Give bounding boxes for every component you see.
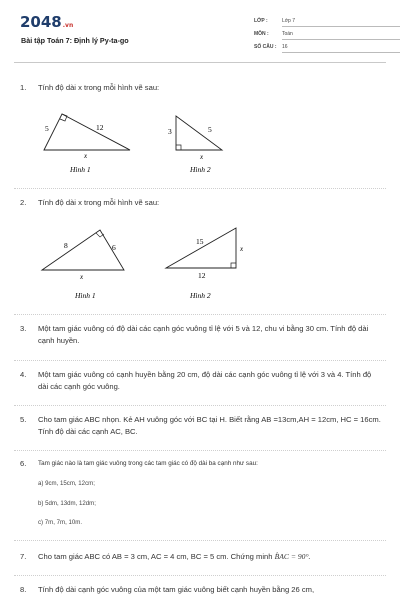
question-2: 2. Tính độ dài x trong mỗi hình vẽ sau: (20, 198, 160, 207)
question-8: 8. Tính độ dài cạnh góc vuông của một tam giác vuông biết cạnh huyền bằng 26 cm, (20, 585, 315, 594)
separator (14, 540, 386, 541)
question-3: 3. Một tam giác vuông có độ dài các cạnh góc vuông tỉ lệ với 5 và 12, chu vi bằng 30 cm. Tính độ dài cạnh huyền. (20, 324, 369, 345)
figure-2 (164, 112, 244, 178)
fig1-label-x: x (84, 152, 88, 160)
separator (14, 360, 386, 361)
meta-class: LỚP : Lớp 7 (254, 18, 295, 24)
question-7: 7. Cho tam giác ABC có AB = 3 cm, AC = 4 cm, BC = 5 cm. Chứng minh B̂AC = 90°. (20, 552, 311, 561)
question-6-option-a: a) 9cm, 15cm, 12cm; (38, 480, 95, 487)
separator (14, 450, 386, 451)
separator (14, 188, 386, 189)
separator (14, 575, 386, 576)
figure-3 (36, 222, 146, 304)
question-4: 4. Một tam giác vuông có cạnh huyền bằng 20 cm, độ dài các cạnh góc vuông tỉ lệ với 3 và 4. Tính độ dài các cạnh góc vuông. (20, 370, 372, 391)
question-6-option-b: b) 5dm, 13dm, 12dm; (38, 500, 96, 507)
figure-4 (160, 222, 260, 304)
fig3-label-b: 6 (112, 243, 116, 252)
fig3-label-a: 8 (64, 241, 68, 250)
fig1-caption: Hình 1 (70, 165, 91, 174)
meta-question-count: SỐ CÂU : 16 (254, 44, 288, 50)
fig2-label-x: x (200, 153, 204, 161)
fig2-label-a: 3 (168, 127, 172, 136)
fig2-label-b: 5 (208, 125, 212, 134)
site-logo: 2048.vn (20, 13, 74, 31)
question-7-math: B̂AC = 90°. (274, 552, 311, 561)
fig2-caption: Hình 2 (190, 165, 211, 174)
question-6-option-c: c) 7m, 7m, 10m. (38, 519, 83, 526)
fig3-label-x: x (80, 273, 84, 281)
fig4-label-x: x (240, 245, 244, 253)
separator (14, 314, 386, 315)
fig1-label-b: 12 (96, 123, 104, 132)
fig1-label-a: 5 (45, 124, 49, 133)
question-6: 6. Tam giác nào là tam giác vuông trong các tam giác có độ dài ba cạnh như sau: (20, 459, 258, 468)
header-divider (14, 62, 386, 63)
question-1: 1. Tính độ dài x trong mỗi hình vẽ sau: (20, 83, 160, 92)
question-5: 5. Cho tam giác ABC nhọn. Kẻ AH vuông góc với BC tại H. Biết rằng AB =13cm,AH = 12cm, HC = 16cm. Tính độ dài các cạnh AC, BC. (20, 415, 381, 436)
fig4-label-base: 12 (198, 271, 206, 280)
fig3-caption: Hình 1 (75, 291, 96, 300)
document-title: Bài tập Toán 7: Định lý Py-ta-go (21, 36, 129, 45)
fig4-caption: Hình 2 (190, 291, 211, 300)
fig4-label-a: 15 (196, 237, 204, 246)
meta-subject: MÔN : Toán (254, 31, 293, 37)
figure-1 (36, 108, 146, 178)
separator (14, 405, 386, 406)
